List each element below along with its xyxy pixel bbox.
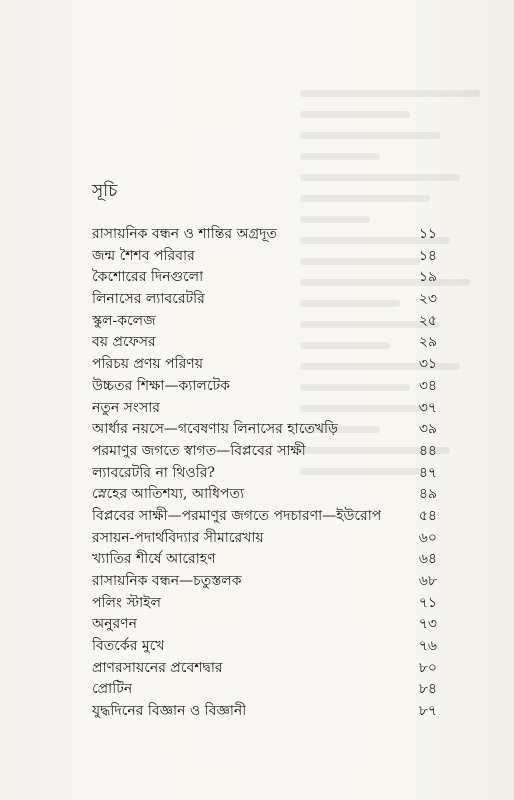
toc-entry	[92, 441, 437, 463]
toc-entry-page-number: ৮০	[418, 659, 437, 676]
toc-entry-page-number: ৬৪	[418, 551, 437, 568]
toc-entry	[92, 354, 437, 376]
toc-entry-page-number: ১১	[418, 226, 437, 242]
toc-entry-title: পরমাণুর জগতে স্বাগত—বিপ্লবের সাক্ষী	[92, 442, 306, 459]
toc-entry-title: আর্ধার নয়সে—গবেষণায় লিনাসের হাতেখড়ি	[92, 421, 339, 438]
toc-entry	[92, 506, 437, 528]
toc-entry	[92, 593, 437, 615]
toc-entry-page-number: ২৯	[418, 334, 437, 351]
toc-entry	[92, 289, 437, 311]
toc-entry	[92, 311, 437, 333]
toc-entry-page-number: ৮৪	[418, 681, 437, 698]
toc-entry	[92, 267, 437, 289]
toc-entry-page-number: ২৫	[418, 312, 437, 329]
toc-entry	[92, 246, 437, 268]
toc-entry-page-number: ৩১	[418, 356, 437, 373]
toc-entry	[92, 636, 437, 658]
toc-entry-title: স্নেহের আতিশয্য, আধিপত্য	[92, 486, 245, 503]
toc-entry-title: বিতর্কের মুখে	[92, 638, 165, 655]
toc-entry-page-number: ৪৪	[418, 442, 437, 459]
toc-entry	[92, 419, 437, 441]
toc-entry	[92, 528, 437, 550]
toc-entry	[92, 679, 437, 701]
toc-entry	[92, 701, 437, 723]
toc-entry-title: পরিচয় প্রণয় পরিণয়	[92, 356, 203, 373]
toc-entry-title: প্রাণরসায়নের প্রবেশদ্বার	[92, 659, 223, 676]
toc-entry-title: কৈশোরের দিনগুলো	[92, 269, 204, 286]
toc-entry-title: উচ্চতর শিক্ষা—ক্যালটেক	[92, 377, 230, 394]
toc-heading: সূচি	[92, 181, 118, 201]
toc-entry-title: অনুরণন	[92, 616, 138, 633]
toc-entry-page-number: ৩৪	[418, 377, 437, 394]
toc-entry-page-number: ৭৬	[418, 638, 437, 655]
toc-entry-page-number: ৬৮	[418, 573, 437, 589]
toc-entry	[92, 224, 437, 246]
toc-entry-page-number: ৩৭	[418, 399, 437, 416]
toc-entry-title: যুদ্ধদিনের বিজ্ঞান ও বিজ্ঞানী	[92, 703, 247, 720]
toc-entry-title: পলিং স্টাইল	[92, 594, 161, 611]
toc-entry	[92, 571, 437, 593]
toc-entry-page-number: ৬০	[418, 529, 437, 546]
toc-entry-page-number: ১৯	[418, 269, 437, 286]
toc-entry-page-number: ২৩	[418, 291, 437, 308]
toc-entry	[92, 484, 437, 506]
toc-entry	[92, 398, 437, 420]
toc-entry	[92, 463, 437, 485]
toc-entry	[92, 332, 437, 354]
toc-entry-title: স্কুল-কলেজ	[92, 312, 156, 329]
toc-entry-title: রাসায়নিক বন্ধন ও শান্তির অগ্রদূত	[92, 226, 277, 242]
toc-entry-page-number: ১৪	[418, 247, 437, 264]
toc-entry	[92, 614, 437, 636]
toc-entry-page-number: ৩৯	[418, 421, 437, 438]
toc-entry-page-number: ৪৭	[418, 464, 437, 481]
toc-entry-title: বয় প্রফেসর	[92, 334, 156, 351]
toc-entry-page-number: ৭৩	[418, 616, 437, 633]
toc-entry-title: রাসায়নিক বন্ধন—চতুস্তলক	[92, 573, 242, 589]
toc-entry-page-number: ৪৯	[418, 486, 437, 503]
toc-entry-title: জন্ম শৈশব পরিবার	[92, 247, 195, 264]
toc-entry-page-number: ৮৭	[418, 703, 437, 720]
toc-entry	[92, 658, 437, 680]
toc-entry-title: বিপ্লবের সাক্ষী—পরমাণুর জগতে পদচারণা—ইউরোপ	[92, 507, 382, 524]
toc-entry-title: প্রোটিন	[92, 681, 133, 698]
toc-entry-title: ল্যাবরেটরি না থিওরি?	[92, 464, 215, 481]
toc-list	[92, 224, 437, 723]
toc-entry-title: লিনাসের ল্যাবরেটরি	[92, 291, 205, 308]
toc-entry-title: রসায়ন-পদার্থবিদ্যার সীমারেখায়	[92, 529, 264, 546]
toc-entry-page-number: ৫৪	[418, 507, 437, 524]
toc-entry-title: নতুন সংসার	[92, 399, 160, 416]
toc-entry	[92, 376, 437, 398]
toc-entry-page-number: ৭১	[418, 594, 437, 611]
toc-entry-title: খ্যাতির শীর্ষে আরোহণ	[92, 551, 216, 568]
toc-entry	[92, 549, 437, 571]
